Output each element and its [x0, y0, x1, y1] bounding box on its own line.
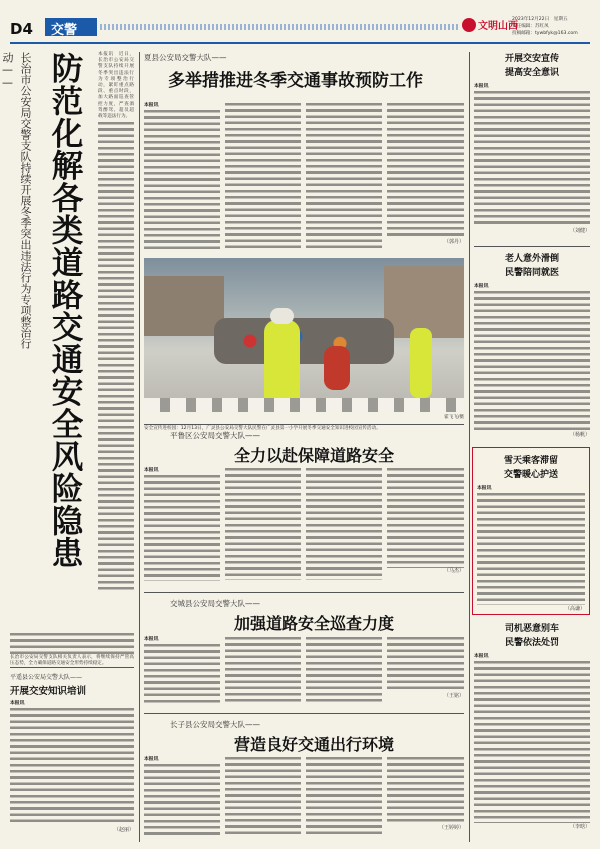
jiaocheng-bottom-rule [144, 713, 464, 714]
lead-body [98, 52, 134, 592]
right-rule-1 [474, 246, 590, 247]
lead-bottom-rule [10, 667, 134, 668]
story-zhangzi-filler-4 [387, 757, 464, 825]
story-pinglu-body [144, 468, 464, 586]
right-story-1-title: 开展交安宣传 提高安全意识 [504, 54, 559, 78]
right-story-1-filler [474, 91, 590, 227]
story-zhangzi-col-4 [387, 757, 464, 831]
story-jiaocheng [144, 598, 464, 634]
photo-crosswalk [144, 398, 464, 412]
photo-caption-text: 安全宣传进校园：12月13日，广灵县公安局交警大队民警在广灵县第一小学开展冬季交通安全知识进校园宣传活动。 [144, 426, 381, 431]
lead-body-filler-bottom [10, 633, 134, 655]
story-xiaxian-lead-in: 本报讯 [144, 103, 159, 108]
right-story-1-lead-in: 本报讯 [474, 84, 489, 89]
story-zhangzi-lead-in: 本报讯 [144, 757, 159, 762]
photo-bottom-rule [144, 424, 464, 425]
right-story-3-filler [477, 493, 585, 605]
right-story-4-byline: （李晗） [569, 824, 590, 831]
story-pingyao-byline: （赵丽） [113, 827, 134, 834]
right-story-1-byline: （刘健） [569, 228, 590, 235]
right-story-3-highlight-box [472, 447, 590, 615]
story-pingyao-title: 开展交安知识培训 [10, 686, 87, 697]
story-jiaocheng-filler-4 [387, 637, 464, 693]
page-number: D4 [10, 20, 33, 38]
story-pingyao-body [10, 701, 134, 826]
story-pinglu-title: 全力以赴保障道路安全 [234, 446, 395, 465]
story-jiaocheng-filler-2 [225, 637, 301, 705]
right-story-4-title: 司机恶意别车 民警依法处罚 [504, 624, 559, 648]
photo-officer [264, 320, 300, 406]
right-story-3-lead-in: 本报讯 [477, 486, 492, 491]
lead-body-end: 长治市公安局交警支队相关负责人表示，将继续保持严管高压态势，全力确保道路交通安全形势持续稳定。 [10, 655, 134, 667]
photo-building-left [144, 276, 224, 336]
right-story-2-lead-in: 本报讯 [474, 284, 489, 289]
story-pinglu-filler-1 [144, 475, 220, 581]
story-xiaxian-title: 多举措推进冬季交通事故预防工作 [168, 71, 423, 91]
story-jiaocheng-body [144, 637, 464, 709]
story-zhangzi-filler-2 [225, 757, 301, 837]
right-story-2-filler [474, 291, 590, 431]
story-xiaxian-filler-4 [387, 103, 464, 239]
story-xiaxian-kicker: 夏县公安局交警大队—— [144, 53, 227, 62]
story-pinglu-lead-in: 本报讯 [144, 468, 159, 473]
story-xiaxian-col-4 [387, 103, 464, 245]
story-jiaocheng-kicker: 交城县公安局交警大队—— [170, 599, 260, 608]
right-story-2 [474, 252, 590, 442]
photo-child [324, 346, 350, 390]
lead-body-start: 本报讯 近日，长治市公安局交警支队持续开展冬季突出违法行为专项整治行动，紧盯重点路段、重点时段，加大路面巡查管控力度，严查酒驾醉驾、超员超载等违法行为。 [98, 52, 134, 120]
story-xiaxian [144, 52, 464, 91]
story-xiaxian-body [144, 103, 464, 258]
story-xiaxian-filler-3 [306, 103, 382, 251]
story-pinglu-byline: （马杰） [443, 568, 464, 574]
right-story-4-lead-in: 本报讯 [474, 654, 489, 659]
photo-credit: 霍飞飞/摄 [444, 415, 464, 420]
story-pinglu [144, 430, 464, 466]
story-zhangzi [144, 719, 464, 755]
page-header [0, 0, 600, 44]
lead-story [1, 52, 134, 630]
header-rule [10, 42, 590, 44]
story-pinglu-col-1 [144, 468, 220, 581]
right-story-2-byline: （杨帆） [569, 432, 590, 439]
date-line: 2023年12月22日 星期五 [512, 17, 568, 22]
story-pinglu-col-4 [387, 468, 464, 574]
story-pinglu-filler-4 [387, 468, 464, 568]
photo-crowd [214, 318, 394, 364]
right-story-1-body [474, 84, 590, 227]
story-xiaxian-filler-2 [225, 103, 301, 251]
photo-officer-right [410, 328, 432, 398]
story-xiaxian-col-1 [144, 103, 220, 250]
lead-title: 防范化解各类道路交通安全风险隐患 [47, 52, 83, 569]
story-pinglu-filler-3 [306, 468, 382, 580]
story-pingyao-filler [10, 708, 134, 826]
pinglu-bottom-rule [144, 592, 464, 593]
story-jiaocheng-filler-3 [306, 637, 382, 705]
right-story-4-body [474, 654, 590, 823]
lead-body-bottom [10, 633, 134, 667]
col-divider-left [139, 52, 140, 842]
story-jiaocheng-lead-in: 本报讯 [144, 637, 159, 642]
email-line: 投稿邮箱：tywbfyk@163.com [512, 31, 578, 36]
right-story-4-filler [474, 661, 590, 823]
section-tag [45, 18, 97, 36]
editor-line: 责任编辑：苏红凤 [512, 24, 549, 29]
right-story-4 [474, 622, 590, 842]
lead-body-filler [98, 122, 134, 592]
story-xiaxian-filler-1 [144, 110, 220, 250]
story-zhangzi-byline: （王婷婷） [438, 825, 464, 831]
right-story-3-title: 雪天乘客滞留 交警暖心护送 [503, 456, 558, 480]
story-zhangzi-filler-3 [306, 757, 382, 837]
story-pingyao-lead-in: 本报讯 [10, 701, 25, 706]
story-zhangzi-kicker: 长子县公安局交警大队—— [170, 720, 260, 729]
story-xiaxian-byline: （郭丹） [443, 239, 464, 245]
story-jiaocheng-col-1 [144, 637, 220, 706]
brand-logo: 文明山西 [478, 21, 518, 32]
story-jiaocheng-byline: （王铭） [443, 693, 464, 699]
right-story-3-byline: （高谦） [564, 606, 585, 613]
right-story-2-body [474, 284, 590, 431]
col-divider-right [469, 52, 470, 842]
header-stripe [100, 24, 460, 30]
right-story-2-title: 老人意外滑倒 民警陪同就医 [504, 254, 559, 278]
news-photo [144, 258, 464, 412]
photo-officer-cap [270, 308, 294, 324]
story-zhangzi-title: 营造良好交通出行环境 [234, 735, 395, 754]
story-pingyao [10, 672, 134, 842]
story-zhangzi-filler-1 [144, 764, 220, 838]
story-jiaocheng-filler-1 [144, 644, 220, 706]
story-pinglu-filler-2 [225, 468, 301, 580]
story-pinglu-kicker: 平鲁区公安局交警大队—— [170, 431, 260, 440]
story-jiaocheng-col-4 [387, 637, 464, 699]
brand-badge-icon [462, 18, 476, 32]
lead-subtitle: 长治市公安局交警支队持续开展冬季突出违法行为专项整治行动—— [1, 52, 32, 349]
story-pingyao-kicker: 平遥县公安局交警大队—— [10, 674, 83, 681]
story-zhangzi-col-1 [144, 757, 220, 838]
section-label: 交警 [51, 23, 78, 38]
right-story-1 [474, 52, 590, 242]
story-zhangzi-body [144, 757, 464, 842]
right-story-3-body [477, 486, 585, 605]
story-jiaocheng-title: 加强道路安全巡查力度 [234, 614, 395, 633]
